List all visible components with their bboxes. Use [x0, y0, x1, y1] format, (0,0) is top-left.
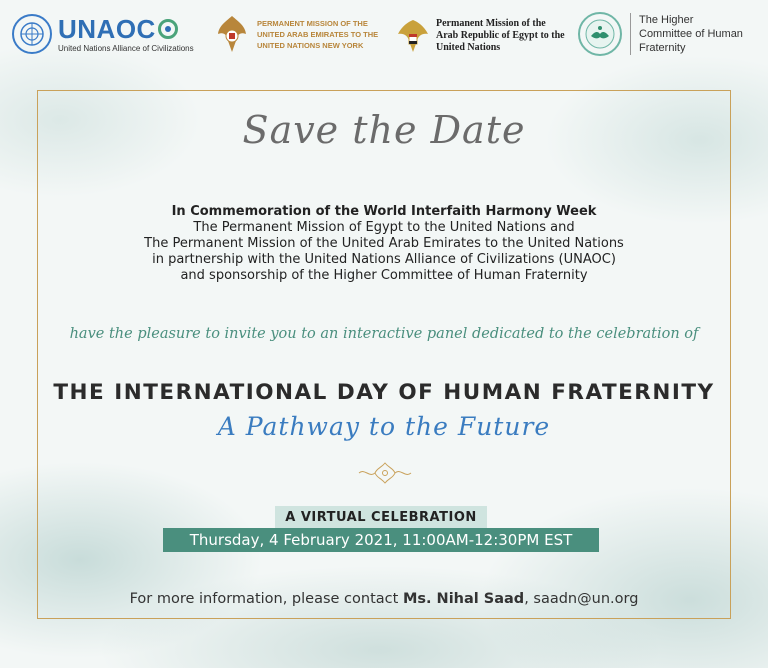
un-emblem-icon: [12, 14, 52, 54]
event-title: THE INTERNATIONAL DAY OF HUMAN FRATERNITY: [53, 380, 715, 405]
ornament-divider-icon: [355, 460, 415, 486]
hchf-text: The Higher Committee of Human Fraternity: [639, 14, 743, 54]
unaoc-subtitle: United Nations Alliance of Civilizations: [58, 43, 194, 53]
intro-line-commemoration: In Commemoration of the World Interfaith Harmony Week: [171, 204, 597, 219]
hchf-separator: [630, 13, 631, 55]
uae-falcon-crest-icon: [215, 12, 249, 56]
save-the-date-heading: Save the Date: [242, 108, 526, 152]
egypt-mission-logo: [396, 14, 566, 58]
contact-line: [0, 591, 768, 607]
hchf-logo: [578, 12, 749, 56]
intro-line-egypt: The Permanent Mission of Egypt to the United Nations and: [193, 220, 575, 235]
intro-line-partnership: in partnership with the United Nations Alliance of Civilizations (UNAOC): [152, 252, 616, 267]
egypt-eagle-crest-icon: [396, 14, 430, 58]
invitation-text: have the pleasure to invite you to an interactive panel dedicated to the celebration of: [69, 326, 699, 342]
event-datetime-banner: Thursday, 4 February 2021, 11:00AM-12:30PM EST: [163, 528, 599, 552]
uae-mission-text: PERMANENT MISSION OF THE UNITED ARAB EMIRATES TO THE UNITED NATIONS NEW YORK: [257, 18, 379, 50]
virtual-celebration-badge: A VIRTUAL CELEBRATION: [275, 506, 487, 528]
intro-block: [0, 204, 768, 284]
logo-bar: [0, 0, 768, 72]
unaoc-logo: [12, 14, 194, 54]
hchf-hands-emblem-icon: [578, 12, 622, 56]
event-subtitle: A Pathway to the Future: [217, 412, 551, 441]
intro-line-uae: The Permanent Mission of the United Arab Emirates to the United Nations: [144, 236, 624, 251]
unaoc-wordmark: UNAOC: [58, 13, 156, 44]
intro-line-sponsorship: and sponsorship of the Higher Committee of Human Fraternity: [180, 268, 588, 283]
contact-prefix: For more information, please contact: [129, 591, 403, 607]
contact-name: Ms. Nihal Saad: [402, 591, 525, 607]
egypt-mission-text: Permanent Mission of the Arab Republic of Egypt to the United Nations: [436, 18, 565, 53]
contact-email: , saadn@un.org: [524, 591, 639, 607]
uae-mission-logo: [215, 12, 387, 56]
unaoc-ring-icon: [158, 19, 178, 39]
